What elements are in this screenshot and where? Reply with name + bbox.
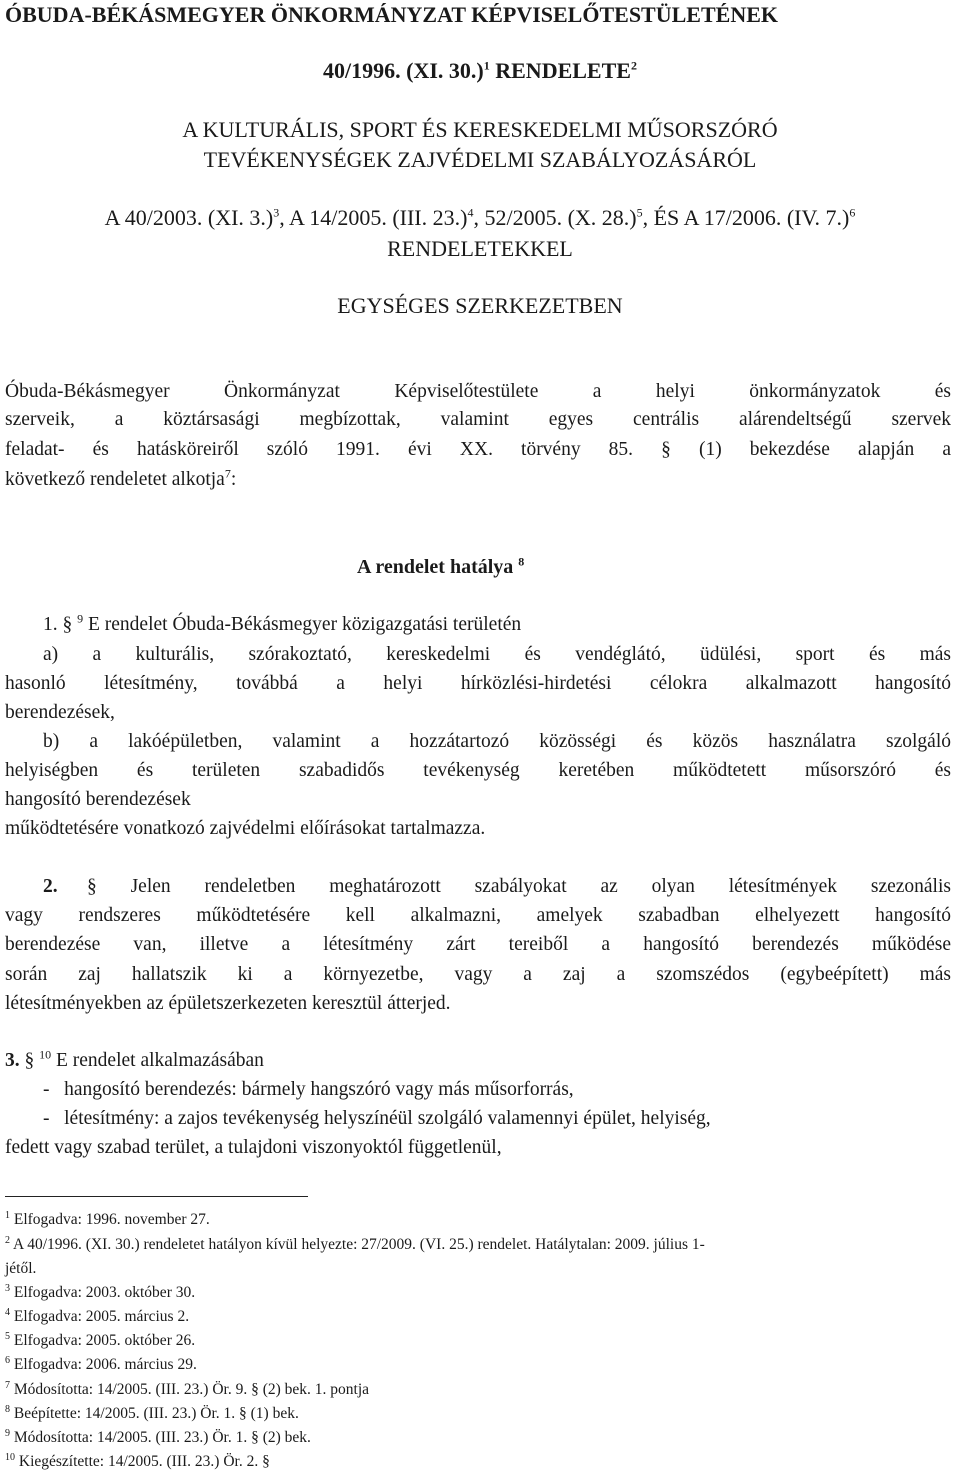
- section-title: [357, 556, 524, 579]
- definition-line: fedett vagy szabad terület, a tulajdoni viszonyoktól függetlenül,: [5, 1137, 502, 1158]
- amendment-text: , ÉS A 17/2006. (IV. 7.): [642, 205, 850, 230]
- footnote: [5, 1332, 195, 1350]
- footnote: [5, 1429, 311, 1447]
- footnote-ref: 6: [849, 205, 856, 220]
- preamble-text: :: [230, 469, 237, 490]
- footnote: [5, 1453, 270, 1471]
- footnote-number: 5: [5, 1330, 10, 1342]
- section-2-line: § Jelen rendeletben meghatározott szabályokat az olyan létesítmények szezonális: [87, 876, 951, 897]
- footnote-number: 4: [5, 1306, 10, 1318]
- footnote-number: 2: [5, 1234, 10, 1246]
- footnote-continuation: jétől.: [5, 1260, 37, 1277]
- section-title-text: A rendelet hatálya: [357, 556, 514, 578]
- definition-line: - hangosító berendezés: bármely hangszóró vagy más műsorforrás,: [43, 1079, 574, 1100]
- footnote-text: Elfogadva: 2005. március 2.: [13, 1308, 190, 1325]
- footnote-number: 7: [5, 1379, 10, 1391]
- footnote: [5, 1284, 195, 1302]
- amendment-text: , A 14/2005. (III. 23.): [279, 205, 468, 230]
- item-a-line: hasonló létesítmény, továbbá a helyi hírközlési-hirdetési célokra alkalmazott hangosító: [5, 673, 951, 694]
- decree-word: RENDELETE: [489, 58, 631, 83]
- preamble-line: szerveik, a köztársasági megbízottak, valamint egyes centrális alárendeltségű szervek: [5, 409, 951, 430]
- definition-line: - létesítmény: a zajos tevékenység helyszínéül szolgáló valamennyi épület, helyiség,: [43, 1108, 711, 1129]
- footnote-separator: [5, 1196, 308, 1197]
- footnote: [5, 1405, 299, 1423]
- decree-number: [0, 58, 960, 84]
- footnote-number: 6: [5, 1354, 10, 1366]
- footnote: [5, 1356, 197, 1374]
- item-a-line: berendezések,: [5, 702, 115, 723]
- subject-line-1: A KULTURÁLIS, SPORT ÉS KERESKEDELMI MŰSORSZÓRÓ: [182, 117, 778, 142]
- footnote-ref: 8: [518, 554, 525, 569]
- section-number: 3.: [5, 1050, 20, 1071]
- footnote-text: Elfogadva: 2005. október 26.: [13, 1332, 196, 1349]
- consolidated-heading: EGYSÉGES SZERKEZETBEN: [337, 293, 623, 318]
- footnote-number: 3: [5, 1282, 10, 1294]
- section-1-intro: [43, 611, 522, 636]
- amendments-line: [0, 205, 960, 231]
- section-1-end: működtetésére vonatkozó zajvédelmi előírásokat tartalmazza.: [5, 818, 486, 839]
- footnote-text: Beépítette: 14/2005. (III. 23.) Ör. 1. § (1) bek.: [13, 1405, 299, 1422]
- section-2-line: során zaj hallatszik ki a környezetbe, vagy a zaj a szomszédos (egybeépített) más: [5, 964, 951, 985]
- preamble-text: következő rendeletet alkotja: [5, 469, 225, 490]
- issuer-title: ÓBUDA-BÉKÁSMEGYER ÖNKORMÁNYZAT KÉPVISELŐTESTÜLETÉNEK: [5, 2, 778, 27]
- item-b-line: b) a lakóépületben, valamint a hozzátartozó közösségi és közös használatra szolgáló: [43, 731, 951, 752]
- preamble-line: Óbuda-Békásmegyer Önkormányzat Képviselőtestülete a helyi önkormányzatok és: [5, 381, 951, 402]
- footnote-text: A 40/1996. (XI. 30.) rendeletet hatályon kívül helyezte: 27/2009. (VI. 25.) rendelet. Hatálytalan: 2009. július 1-: [13, 1236, 705, 1253]
- section-2-line: vagy rendszeres működtetésére kell alkalmazni, amelyek szabadban elhelyezett hangosító: [5, 905, 951, 926]
- amendments-line-2: RENDELETEKKEL: [387, 236, 573, 261]
- section-2-line: létesítményekben az épületszerkezeten keresztül átterjed.: [5, 993, 451, 1014]
- footnote-ref: 7: [224, 466, 231, 481]
- section-text: E rendelet Óbuda-Békásmegyer közigazgatási területén: [83, 614, 522, 635]
- section-number: 1. §: [43, 614, 73, 635]
- footnote-number: 9: [5, 1427, 10, 1439]
- section-text: E rendelet alkalmazásában: [51, 1050, 264, 1071]
- footnote-ref: 5: [636, 205, 643, 220]
- amendment-text: A 40/2003. (XI. 3.): [104, 205, 274, 230]
- section-number: 2.: [43, 876, 58, 897]
- footnote-text: Módosította: 14/2005. (III. 23.) Ör. 1. § (2) bek.: [13, 1429, 311, 1446]
- preamble-line: feladat- és hatásköreiről szóló 1991. évi XX. törvény 85. § (1) bekezdése alapján a: [5, 439, 951, 460]
- footnote-number: 1: [5, 1209, 10, 1221]
- subject-line-2: TEVÉKENYSÉGEK ZAJVÉDELMI SZABÁLYOZÁSÁRÓL: [203, 147, 757, 172]
- footnote: [5, 1381, 369, 1399]
- footnote-ref: 4: [467, 205, 474, 220]
- footnote: [5, 1236, 705, 1254]
- amendment-text: , 52/2005. (X. 28.): [473, 205, 637, 230]
- footnote-ref: 2: [630, 58, 637, 73]
- footnote-number: 8: [5, 1403, 10, 1415]
- preamble-line: [5, 466, 237, 491]
- footnote-text: Kiegészítette: 14/2005. (III. 23.) Ör. 2. §: [18, 1453, 270, 1470]
- item-a-line: a) a kulturális, szórakoztató, kereskedelmi és vendéglátó, üdülési, sport és más: [43, 644, 951, 665]
- footnote: [5, 1211, 210, 1229]
- footnote-text: Módosította: 14/2005. (III. 23.) Ör. 9. § (2) bek. 1. pontja: [13, 1381, 370, 1398]
- decree-number-text: 40/1996. (XI. 30.): [323, 58, 484, 83]
- footnote-text: Elfogadva: 2006. március 29.: [13, 1356, 197, 1373]
- footnote-number: 10: [5, 1451, 15, 1463]
- footnote-ref: 9: [77, 611, 84, 626]
- item-b-line: helyiségben és területen szabadidős tevékenység keretében működtetett műsorszóró és: [5, 760, 951, 781]
- section-sign: §: [24, 1050, 35, 1071]
- section-3-intro: [5, 1047, 264, 1072]
- footnote-text: Elfogadva: 1996. november 27.: [13, 1211, 210, 1228]
- footnote-ref: 1: [483, 58, 490, 73]
- section-2-line: berendezése van, illetve a létesítmény zárt tereiből a hangosító berendezés működése: [5, 934, 951, 955]
- footnote: [5, 1308, 189, 1326]
- item-b-line: hangosító berendezések: [5, 789, 191, 810]
- footnote-ref: 3: [273, 205, 280, 220]
- footnote-ref: 10: [39, 1047, 52, 1062]
- footnote-text: Elfogadva: 2003. október 30.: [13, 1284, 196, 1301]
